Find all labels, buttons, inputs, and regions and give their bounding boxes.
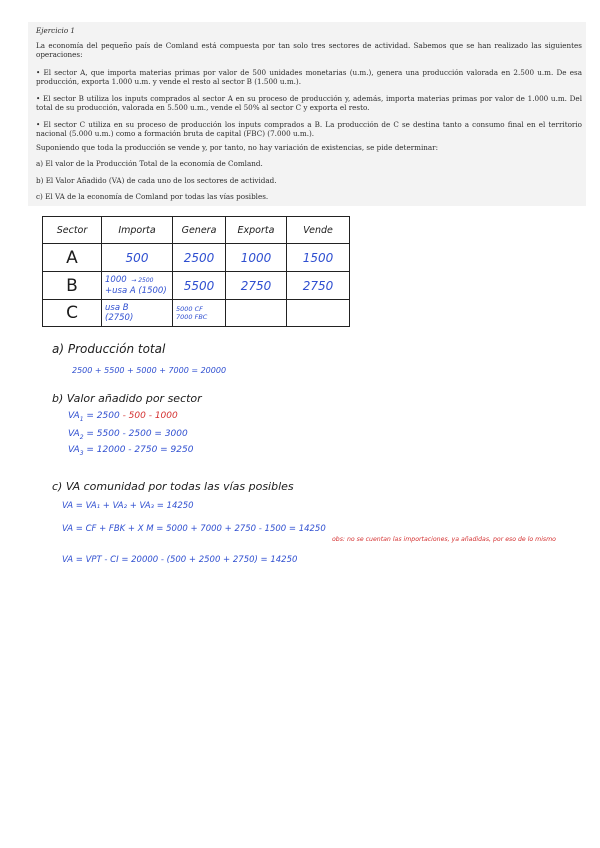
row-c-genera (173, 300, 226, 327)
row-a-exporta: 1000 (226, 244, 287, 272)
bullet-sector-a: • El sector A, que importa materias primas por valor de 500 unidades monetarias (u.m.), genera una producción valorada en 2.500 u.m. De esa producción, exporta 1.000 u.m. y vende el resto al sector B (1.500 u.m.). (36, 68, 582, 86)
row-c-genera-line1: 5000 CF (176, 305, 203, 313)
header-genera: Genera (173, 217, 226, 244)
assumption-text: Suponiendo que toda la producción se vende y, por tanto, no hay variación de existencias, se pide determinar: (36, 143, 439, 152)
header-exporta: Exporta (226, 217, 287, 244)
question-c: c) El VA de la economía de Comland por todas las vías posibles. (36, 192, 269, 201)
exercise-title: Ejercicio 1 (36, 26, 75, 35)
row-b-importa-note: → 2500 (129, 277, 154, 284)
row-a-sector: A (43, 244, 102, 272)
row-b-sector: B (43, 272, 102, 300)
row-b-genera: 5500 (173, 272, 226, 300)
table-header-row (43, 217, 350, 244)
va1-deductions: - 500 - 1000 (122, 411, 178, 421)
row-c-importa-line1: usa B (105, 303, 129, 313)
answer-a-title: a) Producción total (52, 342, 166, 356)
header-vende: Vende (287, 217, 350, 244)
row-b-vende: 2750 (287, 272, 350, 300)
answer-c-line3: VA = VPT - CI = 20000 - (500 + 2500 + 2750) = 14250 (62, 555, 298, 565)
row-b-importa (102, 272, 173, 300)
exercise-statement (28, 22, 586, 206)
answer-c-line2: VA = CF + FBK + X M = 5000 + 7000 + 2750 - 1500 = 14250 (62, 524, 326, 534)
row-c-genera-line2: 7000 FBC (176, 313, 208, 321)
answer-c-note: obs: no se cuentan las importaciones, ya añadidas, por eso de lo mismo (332, 536, 556, 543)
va3-line: $VA_3 = 12000 - 2750 = 9250$ (68, 445, 194, 457)
table-row (43, 300, 350, 327)
table-row (43, 244, 350, 272)
exercise-intro: La economía del pequeño país de Comland está compuesta por tan solo tres sectores de actividad. Sabemos que se han realizado las siguientes operaciones: (36, 41, 582, 59)
header-sector: Sector (43, 217, 102, 244)
row-c-importa-line2: (2750) (105, 313, 134, 323)
answer-c-title: c) VA comunidad por todas las vías posibles (52, 480, 294, 493)
answer-c-line1: VA = VA₁ + VA₂ + VA₃ = 14250 (62, 501, 194, 511)
answer-a-calc: 2500 + 5500 + 5000 + 7000 = 20000 (72, 366, 227, 375)
question-a: a) El valor de la Producción Total de la economía de Comland. (36, 159, 263, 168)
va2-line: $VA_2 = 5500 - 2500 = 3000$ (68, 429, 188, 441)
answer-b-title: b) Valor añadido por sector (52, 392, 202, 405)
sectors-table (42, 216, 350, 327)
row-c-exporta (226, 300, 287, 327)
row-c-importa (102, 300, 173, 327)
va1-line: $VA_1 = 2500 - 500 - 1000$ (68, 411, 178, 423)
bullet-sector-b: • El sector B utiliza los inputs comprados al sector A en su proceso de producción y, además, importa materias primas por valor de 1.000 u.m. Del total de su producción, valorada en 5.500 u.m., vende el 50% al sector C y exporta el resto. (36, 94, 582, 112)
row-c-sector: C (43, 300, 102, 327)
row-a-genera: 2500 (173, 244, 226, 272)
header-importa: Importa (102, 217, 173, 244)
row-b-exporta: 2750 (226, 272, 287, 300)
row-c-vende (287, 300, 350, 327)
row-a-vende: 1500 (287, 244, 350, 272)
row-b-importa-line1: 1000 (105, 275, 127, 285)
row-a-importa: 500 (102, 244, 173, 272)
row-b-importa-line2: +usa A (1500) (105, 286, 167, 296)
table-row (43, 272, 350, 300)
bullet-sector-c: • El sector C utiliza en su proceso de producción los inputs comprados a B. La producción de C se destina tanto a consumo final en el territorio nacional (5.000 u.m.) como a formación bruta de capital (FBC) (7.000 u.m.). (36, 120, 582, 138)
question-b: b) El Valor Añadido (VA) de cada uno de los sectores de actividad. (36, 176, 277, 185)
